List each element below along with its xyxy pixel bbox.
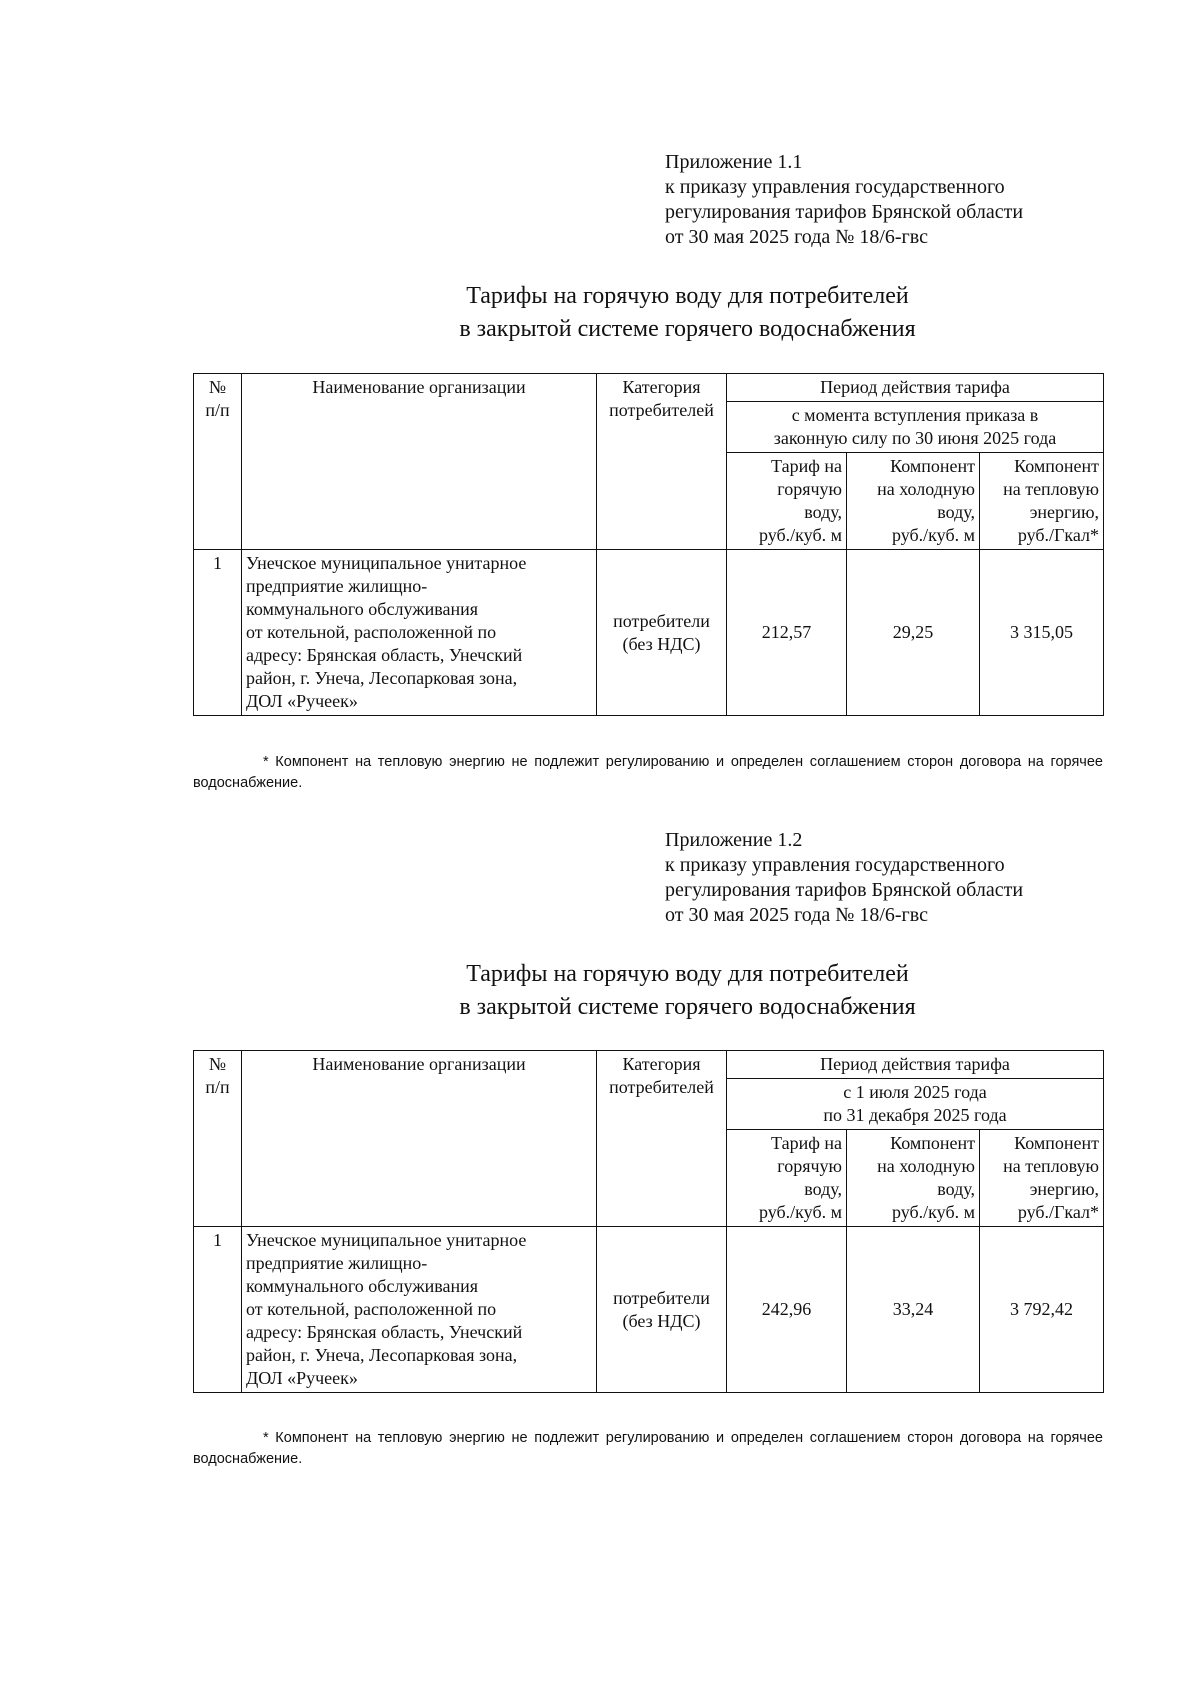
appendix-2-header-line3: регулирования тарифов Брянской области (665, 879, 1024, 901)
row-heat-value: 3 792,42 (980, 1227, 1104, 1393)
row-category: потребители (без НДС) (597, 550, 727, 716)
period-range: с 1 июля 2025 года по 31 декабря 2025 года (727, 1079, 1104, 1130)
appendix-1-title-line1: Тарифы на горячую воду для потребителей (466, 283, 909, 309)
appendix-2-footnote: * Компонент на тепловую энергию не подлежит регулированию и определен соглашением сторон договора на горячее водоснабжение. (193, 1430, 1103, 1467)
col-period-header: Период действия тарифа (727, 374, 1104, 402)
appendix-2-title-line2: в закрытой системе горячего водоснабжения (459, 994, 916, 1020)
appendix-2-header-line2: к приказу управления государственного (665, 854, 1005, 876)
appendix-2-title (0, 958, 1200, 1024)
col-tariff-header: Тариф на горячую воду, руб./куб. м (727, 1130, 847, 1227)
appendix-1-title-line2: в закрытой системе горячего водоснабжения (459, 316, 916, 342)
period-range: с момента вступления приказа в законную силу по 30 июня 2025 года (727, 402, 1104, 453)
row-heat-value: 3 315,05 (980, 550, 1104, 716)
appendix-2-header-line4: от 30 мая 2025 года № 18/6-гвс (665, 904, 928, 926)
appendix-1-header-line3: регулирования тарифов Брянской области (665, 201, 1024, 223)
col-category-header: Категория потребителей (597, 1051, 727, 1227)
col-heat-header: Компонент на тепловую энергию, руб./Гкал* (980, 453, 1104, 550)
row-organization: Унечское муниципальное унитарное предприятие жилищно- коммунального обслуживания от котельной, расположенной по адресу: Брянская область, Унечский район, г. Унеча, Лесопарковая зона, ДОЛ «Ручеек» (242, 550, 597, 716)
appendix-1-header-line2: к приказу управления государственного (665, 176, 1005, 198)
col-cold-water-header: Компонент на холодную воду, руб./куб. м (847, 453, 980, 550)
col-org-header: Наименование организации (242, 374, 597, 550)
appendix-2-header-line1: Приложение 1.2 (665, 829, 803, 851)
row-category: потребители (без НДС) (597, 1227, 727, 1393)
row-num: 1 (194, 550, 242, 716)
col-category-header: Категория потребителей (597, 374, 727, 550)
row-cold-water-value: 33,24 (847, 1227, 980, 1393)
row-organization: Унечское муниципальное унитарное предприятие жилищно- коммунального обслуживания от котельной, расположенной по адресу: Брянская область, Унечский район, г. Унеча, Лесопарковая зона, ДОЛ «Ручеек» (242, 1227, 597, 1393)
appendix-1-title (0, 280, 1200, 346)
row-num: 1 (194, 1227, 242, 1393)
appendix-1-footnote: * Компонент на тепловую энергию не подлежит регулированию и определен соглашением сторон договора на горячее водоснабжение. (193, 754, 1103, 791)
appendix-1-tariff-table (193, 373, 1104, 716)
appendix-1-header (665, 150, 1125, 250)
col-cold-water-header: Компонент на холодную воду, руб./куб. м (847, 1130, 980, 1227)
row-tariff-value: 242,96 (727, 1227, 847, 1393)
appendix-1-header-line1: Приложение 1.1 (665, 151, 803, 173)
appendix-2-title-line1: Тарифы на горячую воду для потребителей (466, 961, 909, 987)
col-period-header: Период действия тарифа (727, 1051, 1104, 1079)
appendix-1-header-line4: от 30 мая 2025 года № 18/6-гвс (665, 226, 928, 248)
table-row (194, 550, 1104, 716)
appendix-2-header (665, 828, 1125, 928)
row-tariff-value: 212,57 (727, 550, 847, 716)
col-num-header: № п/п (194, 374, 242, 550)
table-row (194, 1227, 1104, 1393)
col-heat-header: Компонент на тепловую энергию, руб./Гкал* (980, 1130, 1104, 1227)
appendix-2-tariff-table (193, 1050, 1104, 1393)
col-num-header: № п/п (194, 1051, 242, 1227)
col-org-header: Наименование организации (242, 1051, 597, 1227)
col-tariff-header: Тариф на горячую воду, руб./куб. м (727, 453, 847, 550)
row-cold-water-value: 29,25 (847, 550, 980, 716)
